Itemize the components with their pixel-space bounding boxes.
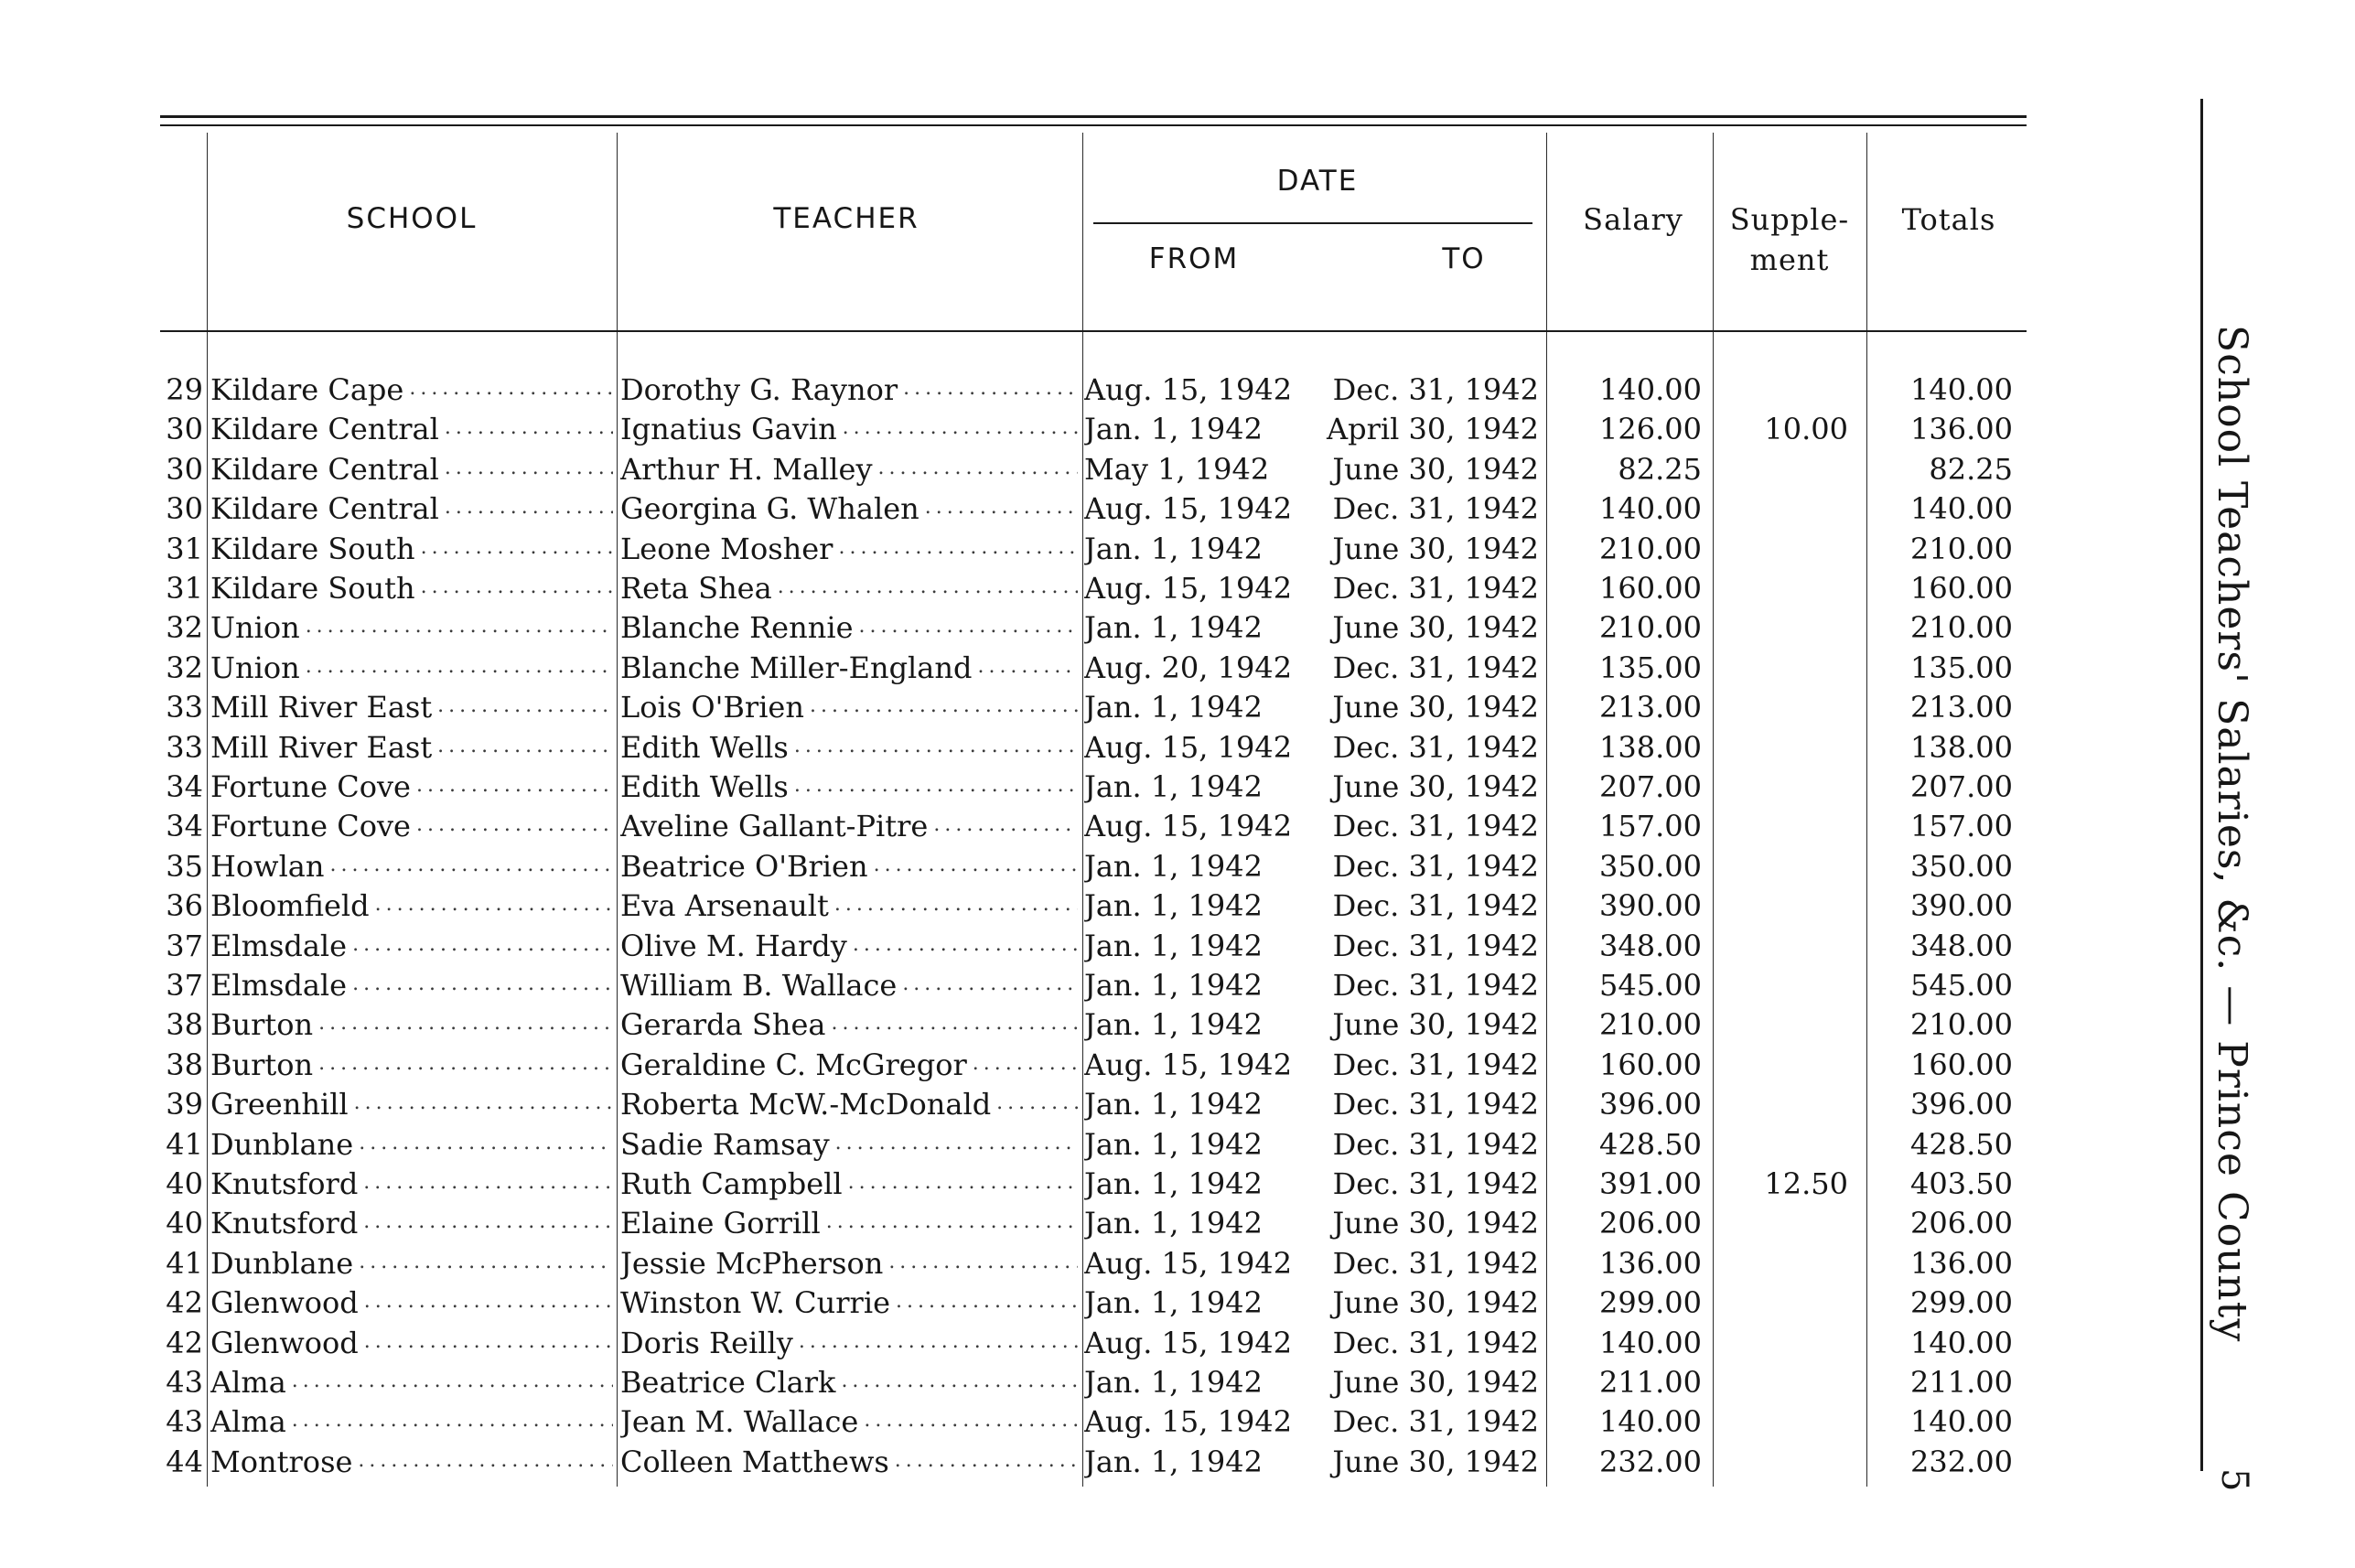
- total-value: 136.00: [1910, 412, 2013, 447]
- teacher-name: Lois O'Brien .....: [620, 688, 1078, 727]
- dot-leader: [358, 1443, 613, 1482]
- total-value: 545.00: [1910, 968, 2013, 1003]
- salary-value: 126.00: [1599, 412, 1702, 447]
- district-number: 41: [166, 1126, 203, 1162]
- date-to: June 30, 1942: [1332, 1444, 1539, 1479]
- total-value: 136.00: [1910, 1245, 2013, 1281]
- dot-leader: [363, 1165, 613, 1204]
- total-value: 210.00: [1910, 610, 2013, 646]
- table-row: [0, 1244, 2068, 1283]
- date-from: Aug. 15, 1942: [1084, 571, 1293, 606]
- dot-leader: [878, 450, 1078, 489]
- dot-leader: [835, 1125, 1078, 1165]
- salary-value: 157.00: [1599, 809, 1702, 844]
- table-row: [0, 1085, 2068, 1124]
- dot-leader: [874, 847, 1078, 886]
- date-from: Jan. 1, 1942: [1084, 848, 1263, 884]
- total-value: 157.00: [1910, 809, 2013, 844]
- table-row: [0, 1443, 2068, 1482]
- date-to: Dec. 31, 1942: [1332, 372, 1539, 407]
- total-value: 232.00: [1910, 1444, 2013, 1479]
- date-to: June 30, 1942: [1332, 451, 1539, 487]
- table-row: [0, 768, 2068, 807]
- dot-leader: [306, 608, 613, 648]
- salary-value: 348.00: [1599, 928, 1702, 963]
- total-value: 210.00: [1910, 1007, 2013, 1043]
- header-from: FROM: [1148, 242, 1240, 275]
- date-to: June 30, 1942: [1332, 769, 1539, 804]
- date-from: Aug. 20, 1942: [1084, 650, 1293, 685]
- dot-leader: [853, 927, 1078, 966]
- date-from: Jan. 1, 1942: [1084, 690, 1263, 725]
- header-bottom-rule: [160, 330, 2027, 332]
- district-number: 31: [166, 571, 203, 606]
- school-name: Kildare Central .....: [210, 489, 613, 529]
- dot-leader: [352, 966, 613, 1005]
- total-value: 390.00: [1910, 888, 2013, 924]
- district-number: 30: [166, 451, 203, 487]
- school-name: Kildare Cape .....: [210, 371, 613, 410]
- school-name: Mill River East .....: [210, 728, 613, 768]
- header-supplement-2: ment: [1749, 242, 1830, 277]
- total-value: 135.00: [1910, 650, 2013, 685]
- school-name: Burton .....: [210, 1005, 613, 1045]
- date-to: Dec. 31, 1942: [1332, 848, 1539, 884]
- date-to: Dec. 31, 1942: [1332, 729, 1539, 765]
- district-number: 30: [166, 412, 203, 447]
- teacher-name: Geraldine C. McGregor .....: [620, 1046, 1078, 1085]
- salary-value: 428.50: [1599, 1126, 1702, 1162]
- school-name: Elmsdale .....: [210, 966, 613, 1005]
- dot-leader: [292, 1402, 613, 1442]
- table-row: [0, 450, 2068, 489]
- total-value: 160.00: [1910, 1047, 2013, 1082]
- teacher-name: Colleen Matthews .....: [620, 1443, 1078, 1482]
- dot-leader: [318, 1005, 613, 1045]
- district-number: 40: [166, 1206, 203, 1241]
- supplement-value: 12.50: [1764, 1166, 1848, 1201]
- teacher-name: Roberta McW.-McDonald .....: [620, 1085, 1078, 1124]
- salary-value: 138.00: [1599, 729, 1702, 765]
- salary-value: 232.00: [1599, 1444, 1702, 1479]
- district-number: 44: [166, 1444, 203, 1479]
- total-value: 396.00: [1910, 1087, 2013, 1122]
- date-to: June 30, 1942: [1332, 1007, 1539, 1043]
- district-number: 38: [166, 1007, 203, 1043]
- dot-leader: [445, 489, 613, 529]
- school-name: Alma .....: [210, 1363, 613, 1402]
- teacher-name: Blanche Rennie .....: [620, 608, 1078, 648]
- date-from: Jan. 1, 1942: [1084, 1444, 1263, 1479]
- dot-leader: [794, 728, 1078, 768]
- dot-leader: [925, 489, 1078, 529]
- dot-leader: [838, 530, 1078, 569]
- dot-leader: [859, 608, 1079, 648]
- date-from: Jan. 1, 1942: [1084, 1206, 1263, 1241]
- school-name: Union .....: [210, 649, 613, 688]
- school-name: Dunblane .....: [210, 1125, 613, 1165]
- table-row: [0, 530, 2068, 569]
- table-row: [0, 847, 2068, 886]
- district-number: 43: [166, 1365, 203, 1400]
- date-from: Jan. 1, 1942: [1084, 1166, 1263, 1201]
- total-value: 428.50: [1910, 1126, 2013, 1162]
- district-number: 36: [166, 888, 203, 924]
- school-name: Fortune Cove .....: [210, 768, 613, 807]
- total-value: 140.00: [1910, 1325, 2013, 1360]
- side-title: School Teachers' Salaries, &c. — Prince County: [2209, 325, 2255, 1343]
- salary-value: 350.00: [1599, 848, 1702, 884]
- table-row: [0, 1005, 2068, 1045]
- date-from: Jan. 1, 1942: [1084, 412, 1263, 447]
- date-to: June 30, 1942: [1332, 690, 1539, 725]
- district-number: 42: [166, 1325, 203, 1360]
- salary-value: 160.00: [1599, 1047, 1702, 1082]
- table-row: [0, 1324, 2068, 1363]
- date-from: Jan. 1, 1942: [1084, 531, 1263, 566]
- salary-value: 140.00: [1599, 372, 1702, 407]
- dot-leader: [359, 1125, 613, 1165]
- total-value: 206.00: [1910, 1206, 2013, 1241]
- total-value: 211.00: [1910, 1365, 2013, 1400]
- date-to: June 30, 1942: [1332, 1206, 1539, 1241]
- table-row: [0, 649, 2068, 688]
- top-rule: [160, 115, 2027, 118]
- dot-leader: [888, 1244, 1078, 1283]
- district-number: 39: [166, 1087, 203, 1122]
- district-number: 29: [166, 372, 203, 407]
- dot-leader: [848, 1165, 1078, 1204]
- table-row: [0, 371, 2068, 410]
- district-number: 35: [166, 848, 203, 884]
- date-to: Dec. 31, 1942: [1332, 1245, 1539, 1281]
- total-value: 140.00: [1910, 1404, 2013, 1440]
- supplement-value: 10.00: [1764, 412, 1848, 447]
- school-name: Kildare Central .....: [210, 410, 613, 449]
- dot-leader: [416, 768, 613, 807]
- teacher-name: Olive M. Hardy .....: [620, 927, 1078, 966]
- date-to: Dec. 31, 1942: [1332, 809, 1539, 844]
- salary-value: 545.00: [1599, 968, 1702, 1003]
- district-number: 33: [166, 690, 203, 725]
- date-to: June 30, 1942: [1332, 531, 1539, 566]
- date-from: Jan. 1, 1942: [1084, 888, 1263, 924]
- total-value: 299.00: [1910, 1285, 2013, 1321]
- dot-leader: [409, 371, 613, 410]
- district-number: 42: [166, 1285, 203, 1321]
- salary-value: 82.25: [1618, 451, 1702, 487]
- school-name: Burton .....: [210, 1046, 613, 1085]
- district-number: 34: [166, 769, 203, 804]
- total-value: 160.00: [1910, 571, 2013, 606]
- dot-leader: [292, 1363, 613, 1402]
- date-to: Dec. 31, 1942: [1332, 1325, 1539, 1360]
- table-row: [0, 1283, 2068, 1323]
- dot-leader: [864, 1402, 1078, 1442]
- district-number: 43: [166, 1404, 203, 1440]
- school-name: Dunblane .....: [210, 1244, 613, 1283]
- dot-leader: [363, 1204, 613, 1243]
- table-row: [0, 927, 2068, 966]
- dot-leader: [352, 927, 613, 966]
- school-name: Glenwood .....: [210, 1324, 613, 1363]
- total-value: 210.00: [1910, 531, 2013, 566]
- date-to: June 30, 1942: [1332, 1365, 1539, 1400]
- salary-value: 299.00: [1599, 1285, 1702, 1321]
- date-to: Dec. 31, 1942: [1332, 928, 1539, 963]
- dot-leader: [841, 1363, 1078, 1402]
- teacher-name: Ignatius Gavin .....: [620, 410, 1078, 449]
- date-from: Aug. 15, 1942: [1084, 729, 1293, 765]
- school-name: Kildare South .....: [210, 530, 613, 569]
- date-subrule: [1093, 222, 1532, 224]
- teacher-name: Eva Arsenault .....: [620, 886, 1078, 926]
- total-value: 213.00: [1910, 690, 2013, 725]
- salary-value: 390.00: [1599, 888, 1702, 924]
- salary-value: 160.00: [1599, 571, 1702, 606]
- district-number: 41: [166, 1245, 203, 1281]
- dot-leader: [364, 1324, 613, 1363]
- salary-value: 396.00: [1599, 1087, 1702, 1122]
- dot-leader: [834, 886, 1078, 926]
- dot-leader: [933, 807, 1078, 846]
- teacher-name: Edith Wells .....: [620, 768, 1078, 807]
- date-from: Jan. 1, 1942: [1084, 769, 1263, 804]
- date-from: Aug. 15, 1942: [1084, 372, 1293, 407]
- dot-leader: [364, 1283, 613, 1323]
- date-from: Jan. 1, 1942: [1084, 1126, 1263, 1162]
- teacher-name: Arthur H. Malley .....: [620, 450, 1078, 489]
- school-name: Elmsdale .....: [210, 927, 613, 966]
- teacher-name: Gerarda Shea .....: [620, 1005, 1078, 1045]
- dot-leader: [799, 1324, 1078, 1363]
- dot-leader: [843, 410, 1078, 449]
- table-row: [0, 608, 2068, 648]
- dot-leader: [329, 847, 613, 886]
- dot-leader: [437, 688, 613, 727]
- salary-value: 210.00: [1599, 1007, 1702, 1043]
- dot-leader: [445, 410, 613, 449]
- school-name: Fortune Cove .....: [210, 807, 613, 846]
- dot-leader: [977, 649, 1078, 688]
- date-from: Jan. 1, 1942: [1084, 610, 1263, 646]
- date-to: June 30, 1942: [1332, 1285, 1539, 1321]
- page-number: 5: [2213, 1468, 2255, 1492]
- table-row: [0, 1046, 2068, 1085]
- school-name: Kildare South .....: [210, 569, 613, 608]
- dot-leader: [445, 450, 613, 489]
- dot-leader: [973, 1046, 1078, 1085]
- date-from: May 1, 1942: [1084, 451, 1270, 487]
- table-row: [0, 1165, 2068, 1204]
- table-row: [0, 966, 2068, 1005]
- teacher-name: Doris Reilly .....: [620, 1324, 1078, 1363]
- school-name: Mill River East .....: [210, 688, 613, 727]
- district-number: 33: [166, 729, 203, 765]
- dot-leader: [354, 1085, 613, 1124]
- district-number: 31: [166, 531, 203, 566]
- salary-value: 135.00: [1599, 650, 1702, 685]
- date-from: Jan. 1, 1942: [1084, 1007, 1263, 1043]
- table-row: [0, 1363, 2068, 1402]
- date-to: Dec. 31, 1942: [1332, 571, 1539, 606]
- date-from: Aug. 15, 1942: [1084, 1404, 1293, 1440]
- salary-value: 140.00: [1599, 491, 1702, 527]
- header-totals: Totals: [1901, 202, 1996, 237]
- salary-value: 210.00: [1599, 610, 1702, 646]
- school-name: Glenwood .....: [210, 1283, 613, 1323]
- table-row: [0, 688, 2068, 727]
- total-value: 138.00: [1910, 729, 2013, 765]
- teacher-name: Sadie Ramsay .....: [620, 1125, 1078, 1165]
- table-row: [0, 728, 2068, 768]
- dot-leader: [810, 688, 1078, 727]
- table-row: [0, 569, 2068, 608]
- table-row: [0, 410, 2068, 449]
- date-to: Dec. 31, 1942: [1332, 650, 1539, 685]
- school-name: Kildare Central .....: [210, 450, 613, 489]
- teacher-name: Beatrice O'Brien .....: [620, 847, 1078, 886]
- district-number: 38: [166, 1047, 203, 1082]
- top-rule-inner: [160, 124, 2027, 126]
- header-salary: Salary: [1583, 202, 1683, 237]
- teacher-name: Winston W. Currie .....: [620, 1283, 1078, 1323]
- date-to: June 30, 1942: [1332, 610, 1539, 646]
- total-value: 140.00: [1910, 372, 2013, 407]
- total-value: 140.00: [1910, 491, 2013, 527]
- school-name: Knutsford .....: [210, 1204, 613, 1243]
- date-from: Aug. 15, 1942: [1084, 1047, 1293, 1082]
- district-number: 37: [166, 928, 203, 963]
- header-date: DATE: [1276, 165, 1359, 198]
- school-name: Howlan .....: [210, 847, 613, 886]
- date-to: Dec. 31, 1942: [1332, 1126, 1539, 1162]
- teacher-name: Blanche Miller-England .....: [620, 649, 1078, 688]
- date-from: Jan. 1, 1942: [1084, 1285, 1263, 1321]
- date-from: Jan. 1, 1942: [1084, 1087, 1263, 1122]
- district-number: 32: [166, 650, 203, 685]
- total-value: 207.00: [1910, 769, 2013, 804]
- date-from: Aug. 15, 1942: [1084, 1325, 1293, 1360]
- school-name: Knutsford .....: [210, 1165, 613, 1204]
- date-from: Aug. 15, 1942: [1084, 809, 1293, 844]
- date-from: Aug. 15, 1942: [1084, 491, 1293, 527]
- teacher-name: Reta Shea .....: [620, 569, 1078, 608]
- school-name: Alma .....: [210, 1402, 613, 1442]
- salary-value: 206.00: [1599, 1206, 1702, 1241]
- table-row: [0, 886, 2068, 926]
- district-number: 30: [166, 491, 203, 527]
- dot-leader: [306, 649, 613, 688]
- teacher-name: Leone Mosher .....: [620, 530, 1078, 569]
- district-number: 37: [166, 968, 203, 1003]
- table-row: [0, 489, 2068, 529]
- teacher-name: Ruth Campbell .....: [620, 1165, 1078, 1204]
- teacher-name: Georgina G. Whalen .....: [620, 489, 1078, 529]
- school-name: Union .....: [210, 608, 613, 648]
- dot-leader: [902, 966, 1078, 1005]
- dot-leader: [437, 728, 613, 768]
- date-to: Dec. 31, 1942: [1332, 1047, 1539, 1082]
- side-rule: [2200, 99, 2203, 1471]
- school-name: Greenhill .....: [210, 1085, 613, 1124]
- table-row: [0, 807, 2068, 846]
- dot-leader: [996, 1085, 1078, 1124]
- total-value: 403.50: [1910, 1166, 2013, 1201]
- teacher-name: Edith Wells .....: [620, 728, 1078, 768]
- teacher-name: Jessie McPherson .....: [620, 1244, 1078, 1283]
- date-to: Dec. 31, 1942: [1332, 491, 1539, 527]
- district-number: 32: [166, 610, 203, 646]
- header-supplement-1: Supple-: [1729, 202, 1850, 237]
- table-row: [0, 1402, 2068, 1442]
- date-to: April 30, 1942: [1326, 412, 1539, 447]
- date-from: Jan. 1, 1942: [1084, 928, 1263, 963]
- dot-leader: [831, 1005, 1078, 1045]
- teacher-name: Jean M. Wallace .....: [620, 1402, 1078, 1442]
- teacher-name: William B. Wallace .....: [620, 966, 1078, 1005]
- dot-leader: [421, 530, 613, 569]
- salary-value: 391.00: [1599, 1166, 1702, 1201]
- dot-leader: [896, 1283, 1078, 1323]
- salary-value: 213.00: [1599, 690, 1702, 725]
- school-name: Montrose .....: [210, 1443, 613, 1482]
- teacher-name: Aveline Gallant-Pitre .....: [620, 807, 1078, 846]
- teacher-name: Elaine Gorrill .....: [620, 1204, 1078, 1243]
- district-number: 40: [166, 1166, 203, 1201]
- salary-value: 140.00: [1599, 1325, 1702, 1360]
- date-to: Dec. 31, 1942: [1332, 968, 1539, 1003]
- table-row: [0, 1125, 2068, 1165]
- header-school: SCHOOL: [346, 202, 478, 235]
- date-to: Dec. 31, 1942: [1332, 888, 1539, 924]
- salary-value: 140.00: [1599, 1404, 1702, 1440]
- dot-leader: [895, 1443, 1078, 1482]
- dot-leader: [421, 569, 613, 608]
- table-row: [0, 1204, 2068, 1243]
- total-value: 82.25: [1929, 451, 2013, 487]
- school-name: Bloomfield .....: [210, 886, 613, 926]
- dot-leader: [794, 768, 1078, 807]
- salary-value: 207.00: [1599, 769, 1702, 804]
- salary-value: 136.00: [1599, 1245, 1702, 1281]
- district-number: 34: [166, 809, 203, 844]
- date-to: Dec. 31, 1942: [1332, 1087, 1539, 1122]
- dot-leader: [375, 886, 613, 926]
- date-to: Dec. 31, 1942: [1332, 1166, 1539, 1201]
- date-from: Jan. 1, 1942: [1084, 1365, 1263, 1400]
- date-from: Aug. 15, 1942: [1084, 1245, 1293, 1281]
- total-value: 350.00: [1910, 848, 2013, 884]
- salary-value: 210.00: [1599, 531, 1702, 566]
- salary-value: 211.00: [1599, 1365, 1702, 1400]
- teacher-name: Dorothy G. Raynor .....: [620, 371, 1078, 410]
- header-to: TO: [1442, 242, 1486, 275]
- header-teacher: TEACHER: [773, 202, 919, 235]
- dot-leader: [778, 569, 1078, 608]
- dot-leader: [826, 1204, 1078, 1243]
- dot-leader: [903, 371, 1078, 410]
- dot-leader: [416, 807, 613, 846]
- teacher-name: Beatrice Clark .....: [620, 1363, 1078, 1402]
- dot-leader: [318, 1046, 613, 1085]
- date-to: Dec. 31, 1942: [1332, 1404, 1539, 1440]
- dot-leader: [359, 1244, 613, 1283]
- total-value: 348.00: [1910, 928, 2013, 963]
- date-from: Jan. 1, 1942: [1084, 968, 1263, 1003]
